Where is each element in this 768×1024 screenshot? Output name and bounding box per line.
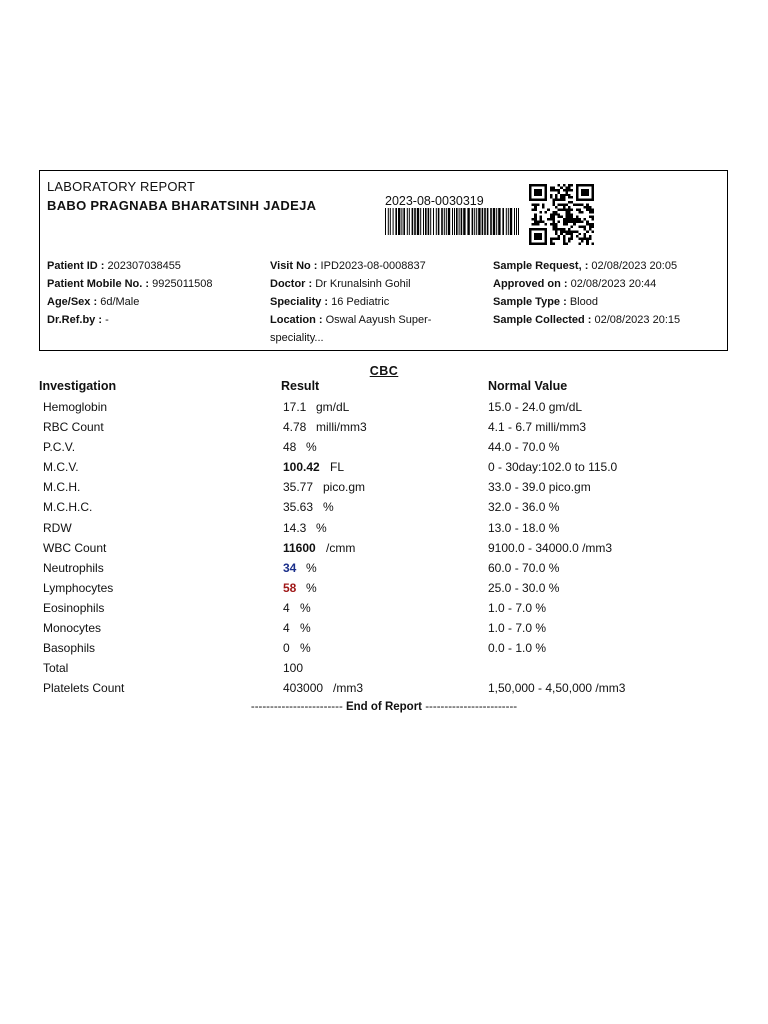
test-result: 100.42 [283, 460, 320, 475]
info-row [47, 257, 213, 275]
info-row [270, 257, 431, 275]
info-value: Dr Krunalsinh Gohil [315, 278, 411, 290]
info-label: Location : [270, 314, 323, 326]
normal-range: 33.0 - 39.0 pico.gm [488, 480, 591, 495]
info-row [270, 275, 431, 293]
normal-range: 0 - 30day:102.0 to 115.0 [488, 460, 618, 475]
test-name: P.C.V. [43, 440, 76, 455]
test-name: Platelets Count [43, 681, 125, 696]
table-row [0, 518, 768, 538]
test-result: 48 [283, 440, 297, 455]
test-name: RBC Count [43, 420, 104, 435]
sample-info-column [493, 257, 680, 329]
normal-range: 15.0 - 24.0 gm/dL [488, 400, 583, 414]
section-title: CBC [369, 364, 399, 378]
test-name: M.C.H. [43, 480, 81, 495]
column-header-result: Result [281, 379, 320, 393]
test-unit: % [306, 440, 317, 455]
test-name: Eosinophils [43, 600, 105, 615]
test-unit: % [300, 621, 311, 636]
table-row [0, 638, 768, 658]
table-row [0, 618, 768, 638]
info-label: Visit No : [270, 260, 318, 272]
test-name: Total [43, 661, 69, 676]
info-label: Doctor : [270, 278, 313, 290]
normal-range: 32.0 - 36.0 % [488, 500, 560, 515]
end-dashes-right: ------------------------ [425, 701, 518, 713]
info-row [493, 293, 680, 311]
test-unit: % [306, 560, 317, 575]
info-label: Age/Sex : [47, 296, 98, 308]
info-value: Blood [569, 296, 598, 308]
info-row [270, 311, 431, 329]
test-unit: /mm3 [333, 681, 363, 696]
test-unit: /cmm [326, 540, 356, 555]
test-result: 14.3 [283, 520, 307, 535]
info-value: speciality... [270, 332, 324, 344]
normal-range: 13.0 - 18.0 % [488, 520, 560, 535]
barcode-number: 2023-08-0030319 [385, 194, 484, 208]
table-row [0, 437, 768, 457]
info-row [47, 311, 213, 329]
test-unit: % [300, 641, 311, 656]
test-result: 100 [283, 661, 304, 676]
info-label: Sample Type : [493, 296, 567, 308]
test-name: Basophils [43, 641, 96, 656]
info-row [47, 275, 213, 293]
test-result: 58 [283, 580, 297, 595]
test-unit: % [300, 600, 311, 615]
info-row [270, 329, 431, 347]
patient-info-column [47, 257, 213, 329]
patient-name: BABO PRAGNABA BHARATSINH JADEJA [47, 198, 317, 213]
test-result: 11600 [283, 540, 316, 555]
test-unit: % [316, 520, 327, 535]
test-result: 403000 [283, 681, 324, 696]
table-row [0, 678, 768, 698]
info-label: Dr.Ref.by : [47, 314, 103, 326]
info-value: Oswal Aayush Super- [325, 314, 432, 326]
column-header-investigation: Investigation [39, 379, 117, 393]
info-row [270, 293, 431, 311]
barcode-icon [385, 208, 520, 235]
test-name: WBC Count [43, 540, 107, 555]
info-label: Approved on : [493, 278, 568, 290]
test-unit: pico.gm [323, 480, 366, 495]
info-row [47, 293, 213, 311]
test-result: 4 [283, 600, 290, 615]
table-row [0, 658, 768, 678]
test-result: 0 [283, 641, 290, 656]
info-row [493, 275, 680, 293]
test-result: 17.1 [283, 400, 307, 414]
info-value: 02/08/2023 20:15 [594, 314, 681, 326]
normal-range: 60.0 - 70.0 % [488, 560, 560, 575]
test-unit: gm/dL [316, 400, 350, 414]
info-label: Sample Collected : [493, 314, 592, 326]
end-of-report-label: End of Report [345, 701, 423, 713]
table-row [0, 397, 768, 417]
table-row [0, 598, 768, 618]
test-unit: milli/mm3 [316, 420, 367, 435]
info-value: 02/08/2023 20:05 [591, 260, 678, 272]
info-value: 02/08/2023 20:44 [570, 278, 657, 290]
test-unit: % [323, 500, 334, 515]
table-row [0, 477, 768, 497]
info-label: Speciality : [270, 296, 329, 308]
table-row [0, 457, 768, 477]
info-row [493, 311, 680, 329]
table-row [0, 538, 768, 558]
info-value: IPD2023-08-0008837 [320, 260, 426, 272]
table-row [0, 497, 768, 517]
info-value: 6d/Male [100, 296, 140, 308]
test-name: Neutrophils [43, 560, 104, 575]
visit-info-column [270, 257, 431, 347]
end-dashes-left: ------------------------ [250, 701, 343, 713]
test-name: M.C.V. [43, 460, 79, 475]
test-result: 35.63 [283, 500, 314, 515]
test-name: Monocytes [43, 621, 102, 636]
normal-range: 9100.0 - 34000.0 /mm3 [488, 540, 613, 555]
normal-range: 25.0 - 30.0 % [488, 580, 560, 595]
test-unit: FL [330, 460, 345, 475]
table-row [0, 578, 768, 598]
table-row [0, 558, 768, 578]
test-name: Hemoglobin [43, 400, 108, 414]
normal-range: 1.0 - 7.0 % [488, 621, 547, 636]
normal-range: 4.1 - 6.7 milli/mm3 [488, 420, 587, 435]
test-unit: % [306, 580, 317, 595]
info-value: 9925011508 [152, 278, 213, 290]
test-result: 35.77 [283, 480, 314, 495]
info-row [493, 257, 680, 275]
info-label: Patient Mobile No. : [47, 278, 150, 290]
end-of-report [0, 701, 768, 713]
info-value: - [105, 314, 109, 326]
info-value: 16 Pediatric [331, 296, 390, 308]
results-table [0, 397, 768, 698]
test-result: 4.78 [283, 420, 307, 435]
report-header-box [39, 170, 728, 351]
qr-code-icon [529, 184, 594, 245]
normal-range: 44.0 - 70.0 % [488, 440, 560, 455]
info-value: 202307038455 [107, 260, 181, 272]
info-label: Sample Request, : [493, 260, 589, 272]
report-type: LABORATORY REPORT [47, 179, 196, 194]
test-result: 4 [283, 621, 290, 636]
normal-range: 0.0 - 1.0 % [488, 641, 547, 656]
normal-range: 1.0 - 7.0 % [488, 600, 547, 615]
test-name: M.C.H.C. [43, 500, 93, 515]
normal-range: 1,50,000 - 4,50,000 /mm3 [488, 681, 626, 696]
info-label: Patient ID : [47, 260, 105, 272]
test-name: Lymphocytes [43, 580, 114, 595]
column-header-normal-value: Normal Value [488, 379, 568, 393]
test-result: 34 [283, 560, 297, 575]
table-row [0, 417, 768, 437]
test-name: RDW [43, 520, 72, 535]
